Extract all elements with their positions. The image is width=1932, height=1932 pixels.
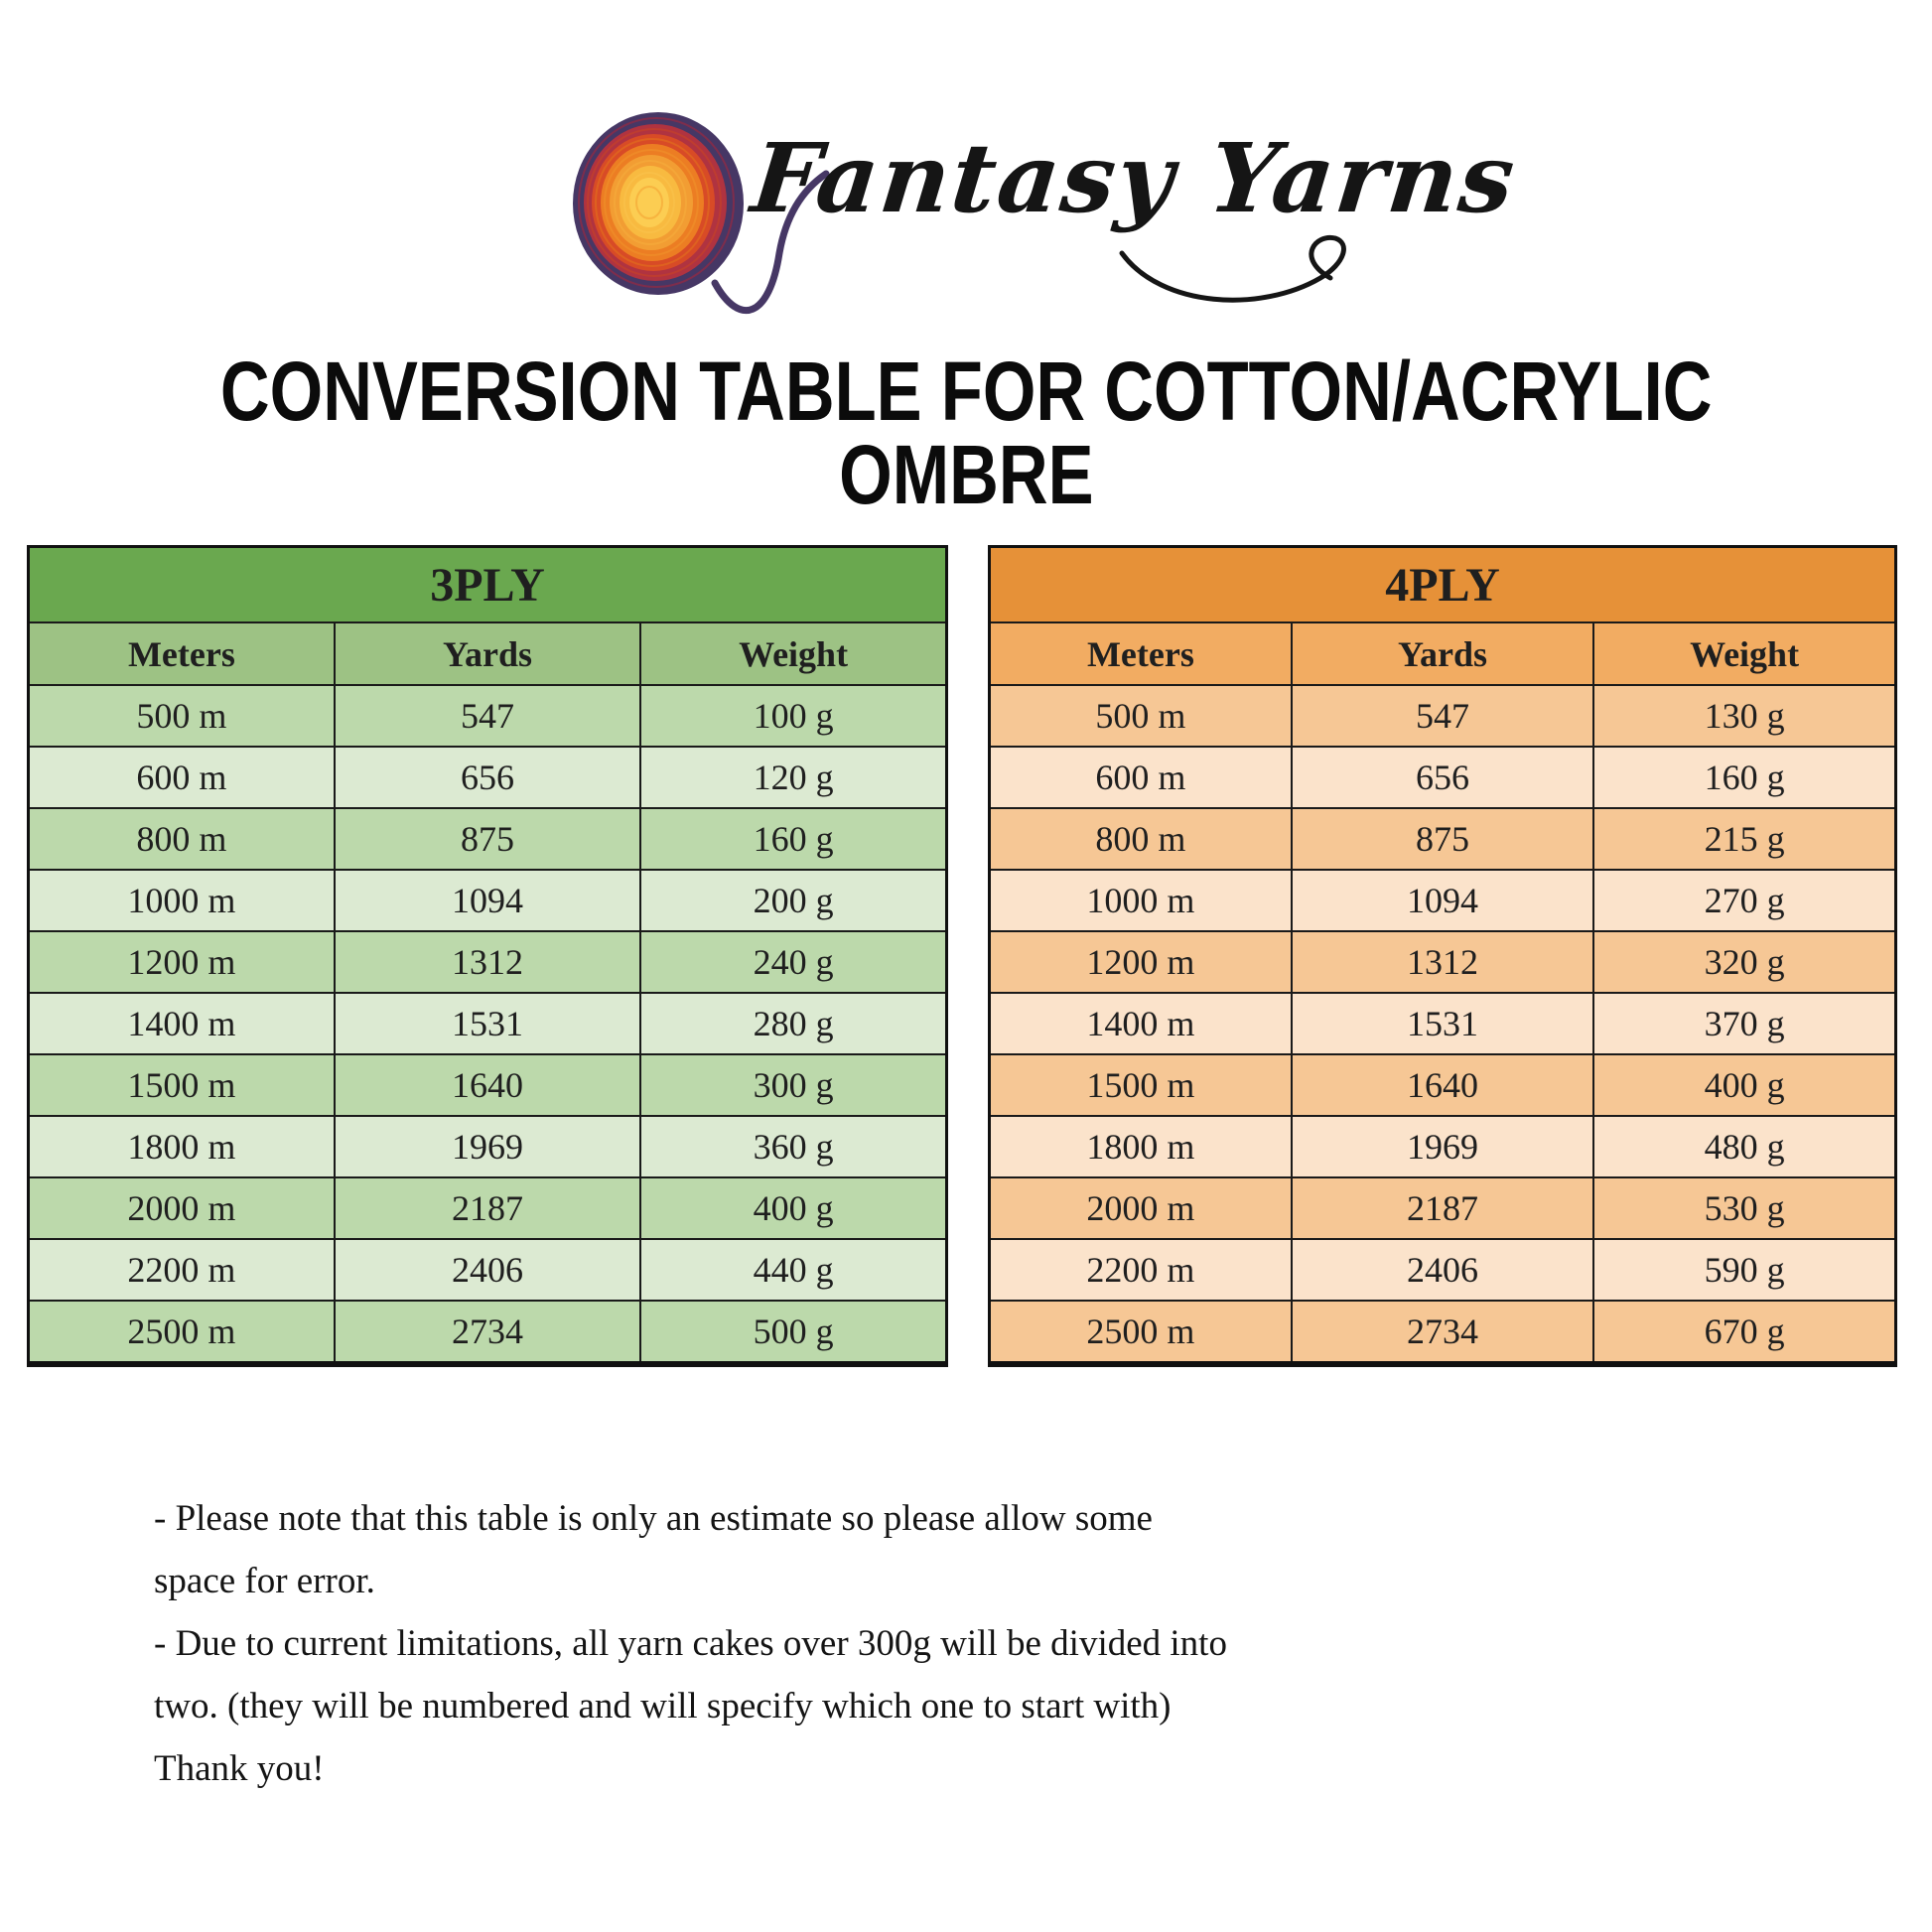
table-cell: 300 g — [640, 1054, 946, 1116]
table-row — [29, 1116, 947, 1177]
table-cell: 2000 m — [29, 1177, 335, 1239]
table-cell: 2187 — [335, 1177, 640, 1239]
footnotes — [154, 1487, 1464, 1800]
table-cell: 2734 — [335, 1301, 640, 1364]
table-cell: 1640 — [1292, 1054, 1593, 1116]
table-cell: 130 g — [1593, 685, 1895, 747]
table-title-row — [29, 547, 947, 623]
table-cell: 1400 m — [29, 993, 335, 1054]
table-cell: 160 g — [1593, 747, 1895, 808]
table-body-3ply — [29, 685, 947, 1364]
footnote-line: - Please note that this table is only an estimate so please allow some — [154, 1498, 1153, 1539]
table-cell: 1200 m — [990, 931, 1292, 993]
table-row — [990, 870, 1896, 931]
table-row — [29, 1239, 947, 1301]
table-cell: 1200 m — [29, 931, 335, 993]
table-cell: 280 g — [640, 993, 946, 1054]
table-body-4ply — [990, 685, 1896, 1364]
table-cell: 120 g — [640, 747, 946, 808]
table-row — [29, 808, 947, 870]
column-header-yards: Yards — [335, 622, 640, 685]
table-cell: 480 g — [1593, 1116, 1895, 1177]
table-row — [29, 685, 947, 747]
footnote-line: two. (they will be numbered and will specify which one to start with) — [154, 1686, 1172, 1726]
table-cell: 530 g — [1593, 1177, 1895, 1239]
table-cell: 1094 — [335, 870, 640, 931]
table-cell: 500 m — [29, 685, 335, 747]
table-row — [990, 931, 1896, 993]
table-cell: 2500 m — [990, 1301, 1292, 1364]
table-cell: 2200 m — [29, 1239, 335, 1301]
table-cell: 2406 — [335, 1239, 640, 1301]
column-header-meters: Meters — [29, 622, 335, 685]
table-row — [29, 747, 947, 808]
page-title-line1: CONVERSION TABLE FOR COTTON/ACRYLIC — [219, 345, 1713, 438]
table-cell: 875 — [335, 808, 640, 870]
column-header-weight: Weight — [640, 622, 946, 685]
footnote-line: - Due to current limitations, all yarn cakes over 300g will be divided into — [154, 1623, 1227, 1664]
table-cell: 1640 — [335, 1054, 640, 1116]
table-cell: 1400 m — [990, 993, 1292, 1054]
table-cell: 547 — [335, 685, 640, 747]
table-row — [29, 1177, 947, 1239]
table-cell: 400 g — [1593, 1054, 1895, 1116]
column-header-weight: Weight — [1593, 622, 1895, 685]
table-cell: 1969 — [335, 1116, 640, 1177]
table-row — [29, 870, 947, 931]
table-cell: 200 g — [640, 870, 946, 931]
table-cell: 1000 m — [29, 870, 335, 931]
footnote-line: space for error. — [154, 1561, 375, 1601]
table-row — [990, 1239, 1896, 1301]
table-row — [29, 931, 947, 993]
table-cell: 875 — [1292, 808, 1593, 870]
table-cell: 1312 — [335, 931, 640, 993]
table-cell: 240 g — [640, 931, 946, 993]
brand-name: Fantasy Yarns — [747, 122, 1522, 234]
table-cell: 1800 m — [29, 1116, 335, 1177]
table-cell: 600 m — [29, 747, 335, 808]
table-3ply-container — [27, 545, 948, 1367]
table-cell: 360 g — [640, 1116, 946, 1177]
table-row — [990, 1177, 1896, 1239]
table-cell: 2187 — [1292, 1177, 1593, 1239]
table-cell: 1312 — [1292, 931, 1593, 993]
table-cell: 2000 m — [990, 1177, 1292, 1239]
column-header-yards: Yards — [1292, 622, 1593, 685]
table-cell: 1531 — [1292, 993, 1593, 1054]
table-row — [990, 808, 1896, 870]
table-header-row — [990, 622, 1896, 685]
table-4ply-container — [988, 545, 1897, 1367]
table-row — [29, 1054, 947, 1116]
conversion-table-4ply — [988, 545, 1897, 1367]
table-cell: 590 g — [1593, 1239, 1895, 1301]
table-cell: 500 g — [640, 1301, 946, 1364]
table-cell: 547 — [1292, 685, 1593, 747]
table-cell: 215 g — [1593, 808, 1895, 870]
table-cell: 2734 — [1292, 1301, 1593, 1364]
table-cell: 2406 — [1292, 1239, 1593, 1301]
table-cell: 670 g — [1593, 1301, 1895, 1364]
table-cell: 1000 m — [990, 870, 1292, 931]
table-row — [990, 1054, 1896, 1116]
table-row — [990, 685, 1896, 747]
table-cell: 1500 m — [990, 1054, 1292, 1116]
column-header-meters: Meters — [990, 622, 1292, 685]
table-title-3ply: 3PLY — [29, 547, 947, 623]
table-cell: 800 m — [990, 808, 1292, 870]
table-row — [990, 1301, 1896, 1364]
table-cell: 600 m — [990, 747, 1292, 808]
footnote-line: Thank you! — [154, 1748, 325, 1789]
table-cell: 1094 — [1292, 870, 1593, 931]
table-row — [990, 1116, 1896, 1177]
table-title-4ply: 4PLY — [990, 547, 1896, 623]
table-header-row — [29, 622, 947, 685]
table-cell: 1969 — [1292, 1116, 1593, 1177]
table-row — [990, 747, 1896, 808]
conversion-table-3ply — [27, 545, 948, 1367]
table-cell: 100 g — [640, 685, 946, 747]
table-cell: 320 g — [1593, 931, 1895, 993]
table-cell: 2500 m — [29, 1301, 335, 1364]
table-row — [990, 993, 1896, 1054]
page-title — [0, 345, 1932, 521]
table-cell: 656 — [335, 747, 640, 808]
table-cell: 1531 — [335, 993, 640, 1054]
table-cell: 440 g — [640, 1239, 946, 1301]
table-cell: 656 — [1292, 747, 1593, 808]
table-cell: 370 g — [1593, 993, 1895, 1054]
table-row — [29, 1301, 947, 1364]
table-cell: 400 g — [640, 1177, 946, 1239]
table-cell: 1800 m — [990, 1116, 1292, 1177]
table-cell: 500 m — [990, 685, 1292, 747]
table-cell: 800 m — [29, 808, 335, 870]
brand-logo — [566, 94, 1522, 323]
table-cell: 160 g — [640, 808, 946, 870]
table-cell: 1500 m — [29, 1054, 335, 1116]
table-cell: 2200 m — [990, 1239, 1292, 1301]
page-title-line2: OMBRE — [838, 428, 1094, 521]
table-cell: 270 g — [1593, 870, 1895, 931]
table-row — [29, 993, 947, 1054]
table-title-row — [990, 547, 1896, 623]
